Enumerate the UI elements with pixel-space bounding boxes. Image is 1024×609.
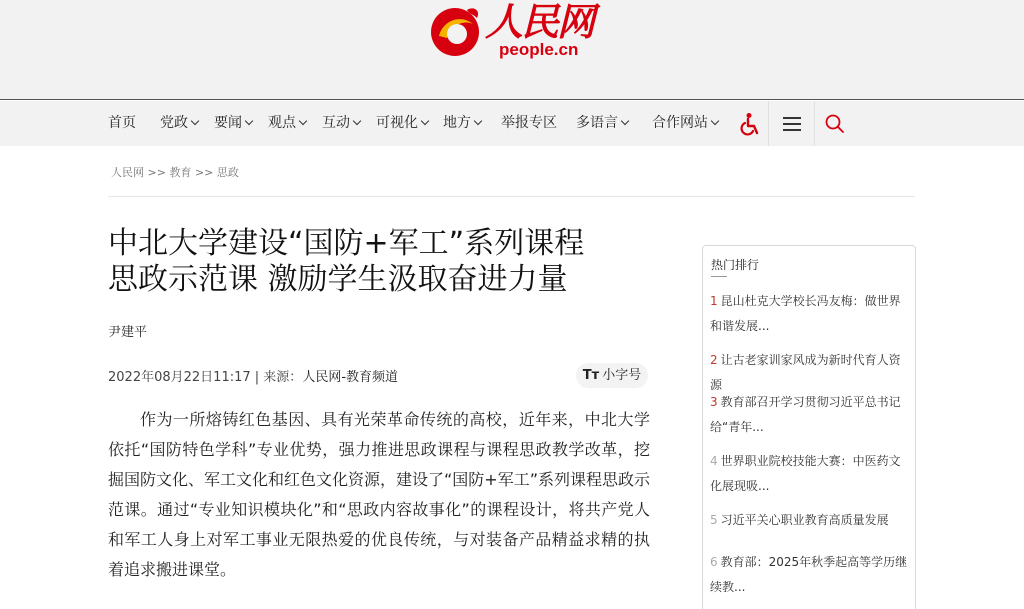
hot-ranking-item[interactable] [710,449,908,508]
article-author: 尹建平 [108,325,148,340]
hot-item-link[interactable]: 世界职业院校技能大赛：中医药文化展现吸... [710,454,901,493]
hot-ranking-item[interactable] [710,289,908,348]
breadcrumb-item-people[interactable]: 人民网 [111,166,144,179]
chevron-down-icon [191,117,199,125]
chevron-down-icon [245,117,253,125]
rank-number: 3 [710,395,718,409]
hot-ranking-item[interactable] [710,390,908,449]
menu-button[interactable] [769,101,814,146]
breadcrumb [111,164,239,180]
accessibility-button[interactable] [730,101,768,146]
rank-number: 1 [710,294,718,308]
chevron-down-icon [711,117,719,125]
article-source-link[interactable]: 人民网-教育频道 [302,370,399,385]
hot-item-link[interactable]: 昆山杜克大学校长冯友梅：做世界和谐发展... [710,294,901,333]
hot-ranking-item[interactable] [710,348,908,390]
article-title-line1: 中北大学建设“国防+军工”系列课程 [108,226,585,261]
rank-number: 4 [710,454,718,468]
breadcrumb-separator: >> [147,166,166,179]
nav-item-headlines[interactable]: 要闻 [214,101,252,146]
people-cn-logo[interactable] [425,0,600,64]
chevron-down-icon [621,117,629,125]
hot-ranking-list [710,289,908,609]
chevron-down-icon [421,117,429,125]
rank-number: 5 [710,513,718,527]
menu-icon [783,116,801,132]
nav-item-partner-sites[interactable]: 合作网站 [652,101,718,146]
nav-item-languages[interactable]: 多语言 [576,101,628,146]
nav-item-interaction[interactable]: 互动 [322,101,360,146]
hot-ranking-item[interactable] [710,508,908,550]
logo-text-cn: 人民网 [485,0,594,44]
breadcrumb-item-education[interactable]: 教育 [169,166,192,179]
article-date: 2022年08月22日11:17 [108,370,251,385]
search-button[interactable] [815,101,855,146]
article-title-line2: 思政示范课 激励学生汲取奋进力量 [108,262,568,297]
hot-item-link[interactable]: 让古老家训家风成为新时代育人资源 [710,353,901,390]
font-size-toggle-button[interactable] [576,363,648,388]
title-underline [711,276,727,277]
nav-item-party-gov[interactable]: 党政 [160,101,198,146]
site-header [0,0,1024,100]
source-label: 来源： [263,370,303,385]
article-meta [108,366,398,385]
article-title [108,226,668,298]
breadcrumb-separator: >> [194,166,214,179]
search-icon [825,114,845,134]
meta-separator: | [254,370,264,385]
hot-ranking-title: 热门排行 [711,258,760,272]
main-nav [0,101,1024,146]
chevron-down-icon [353,117,361,125]
hot-item-link[interactable]: 教育部：2025年秋季起高等学历继续教... [710,555,908,594]
divider [108,196,915,197]
article-paragraph: 作为一所熔铸红色基因、具有光荣革命传统的高校，近年来，中北大学依托“国防特色学科”专业优势，强力推进思政课程与课程思政教学改革，挖掘国防文化、军工文化和红色文化资源，建设了“国防+军工”系列课程思政示范课。通过“专业知识模块化”和“思政内容故事化”的课程设计，将共产党人和军工人身上对军工事业无限热爱的优良传统，与对装备产品精益求精的执着追求搬进课堂。 [108,410,650,579]
hot-item-link[interactable]: 教育部召开学习贯彻习近平总书记给“青年... [710,395,901,434]
nav-item-home[interactable]: 首页 [108,115,136,131]
nav-item-opinion[interactable]: 观点 [268,101,306,146]
font-size-label: 小字号 [602,368,642,383]
breadcrumb-item-ideology[interactable]: 思政 [216,166,239,179]
rank-number: 2 [710,353,718,367]
hot-ranking-item[interactable] [710,550,908,609]
nav-item-report[interactable]: 举报专区 [501,115,557,131]
hot-ranking-panel [702,245,916,609]
logo-text-en: people.cn [499,40,579,59]
nav-item-visualization[interactable]: 可视化 [376,101,428,146]
hot-item-link[interactable]: 习近平关心职业教育高质量发展 [720,513,889,527]
rank-number: 6 [710,555,718,569]
font-size-icon: Tт [582,368,600,383]
chevron-down-icon [474,117,482,125]
chevron-down-icon [299,117,307,125]
logo-mark-icon [427,2,483,58]
nav-item-local[interactable]: 地方 [443,101,481,146]
accessibility-icon [738,112,760,136]
